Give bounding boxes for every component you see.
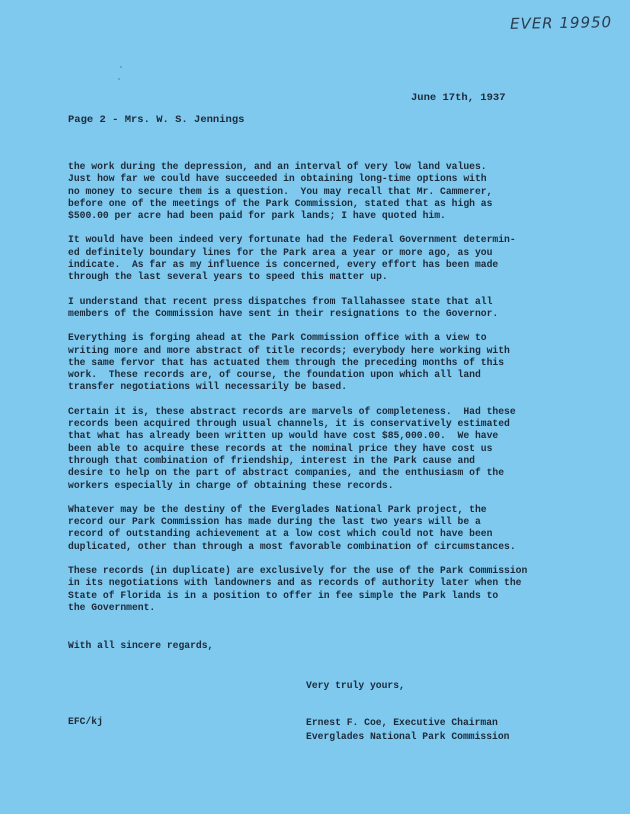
- archive-stamp: EVER 19950: [509, 13, 613, 33]
- letter-date: June 17th, 1937: [411, 92, 506, 104]
- closing-line: With all sincere regards,: [68, 640, 214, 651]
- paragraph-line: record of outstanding achievement at a low cost which could not have been: [68, 528, 493, 540]
- body-paragraph: [68, 565, 568, 614]
- paragraph-line: the work during the depression, and an interval of very low land values.: [68, 161, 487, 172]
- paragraph-line: desire to help on the part of abstract companies, and the enthusiasm of the: [68, 467, 505, 479]
- paragraph-line: Whatever may be the destiny of the Everglades National Park project, the: [68, 503, 487, 515]
- body-paragraph: [68, 504, 568, 553]
- signer-organization: Everglades National Park Commission: [306, 731, 510, 742]
- paragraph-line: ed definitely boundary lines for the Park area a year or more ago, as you: [68, 246, 493, 258]
- paragraph-line: Everything is forging ahead at the Park Commission office with a view to: [68, 332, 487, 344]
- paragraph-line: work. These records are, of course, the foundation upon which all land: [68, 369, 481, 381]
- paragraph-line: records been acquired through usual channels, it is conservatively estimated: [68, 418, 510, 430]
- paragraph-line: It would have been indeed very fortunate had the Federal Government determin-: [68, 234, 516, 246]
- paragraph-line: workers especially in charge of obtaining these records.: [68, 479, 394, 491]
- paragraph-line: before one of the meetings of the Park Commission, stated that as high as: [68, 197, 493, 209]
- paragraph-line: indicate. As far as my influence is concerned, every effort has been made: [68, 259, 499, 271]
- paragraph-line: no money to secure them is a question. You may recall that Mr. Cammerer,: [68, 185, 493, 197]
- paragraph-line: Certain it is, these abstract records are marvels of completeness. Had these: [68, 405, 516, 417]
- body-paragraph: [68, 161, 568, 222]
- paper-speck: [118, 78, 120, 80]
- paragraph-line: been able to acquire these records at the nominal price they have cost us: [68, 442, 493, 454]
- signature-block: [306, 716, 509, 744]
- paragraph-line: duplicated, other than through a most favorable combination of circumstances.: [68, 540, 516, 552]
- paragraph-line: members of the Commission have sent in their resignations to the Governor.: [68, 307, 499, 319]
- paragraph-line: that what has already been written up would have cost $85,000.00. We have: [68, 430, 499, 442]
- paragraph-line: record our Park Commission has made during the last two years will be a: [68, 516, 481, 528]
- paragraph-line: in its negotiations with landowners and as records of authority later when the: [68, 577, 522, 589]
- body-paragraph: [68, 296, 568, 321]
- paragraph-line: I understand that recent press dispatches from Tallahassee state that all: [68, 295, 493, 307]
- paragraph-line: transfer negotiations will necessarily be based.: [68, 381, 348, 393]
- paragraph-line: the same fervor that has actuated them through the preceding months of this: [68, 356, 505, 368]
- paragraph-line: These records (in duplicate) are exclusively for the use of the Park Commission: [68, 565, 528, 577]
- paragraph-line: writing more and more abstract of title records; everybody here working with: [68, 344, 510, 356]
- paragraph-line: through the last several years to speed this matter up.: [68, 271, 388, 283]
- paragraph-line: the Government.: [68, 601, 156, 613]
- body-paragraph: [68, 406, 568, 492]
- page-header: Page 2 - Mrs. W. S. Jennings: [68, 114, 245, 126]
- body-paragraph: [68, 234, 568, 283]
- body-paragraph: [68, 332, 568, 393]
- signer-name-title: Ernest F. Coe, Executive Chairman: [306, 717, 498, 728]
- typist-initials: EFC/kj: [68, 716, 103, 727]
- paper-speck: [120, 66, 122, 68]
- paragraph-line: Just how far we could have succeeded in obtaining long-time options with: [68, 173, 487, 185]
- paragraph-line: $500.00 per acre had been paid for park lands; I have quoted him.: [68, 210, 446, 222]
- paragraph-line: State of Florida is in a position to offer in fee simple the Park lands to: [68, 589, 499, 601]
- sign-off: Very truly yours,: [306, 680, 405, 691]
- letter-body: [68, 161, 568, 626]
- paragraph-line: through that combination of friendship, interest in the Park cause and: [68, 454, 475, 466]
